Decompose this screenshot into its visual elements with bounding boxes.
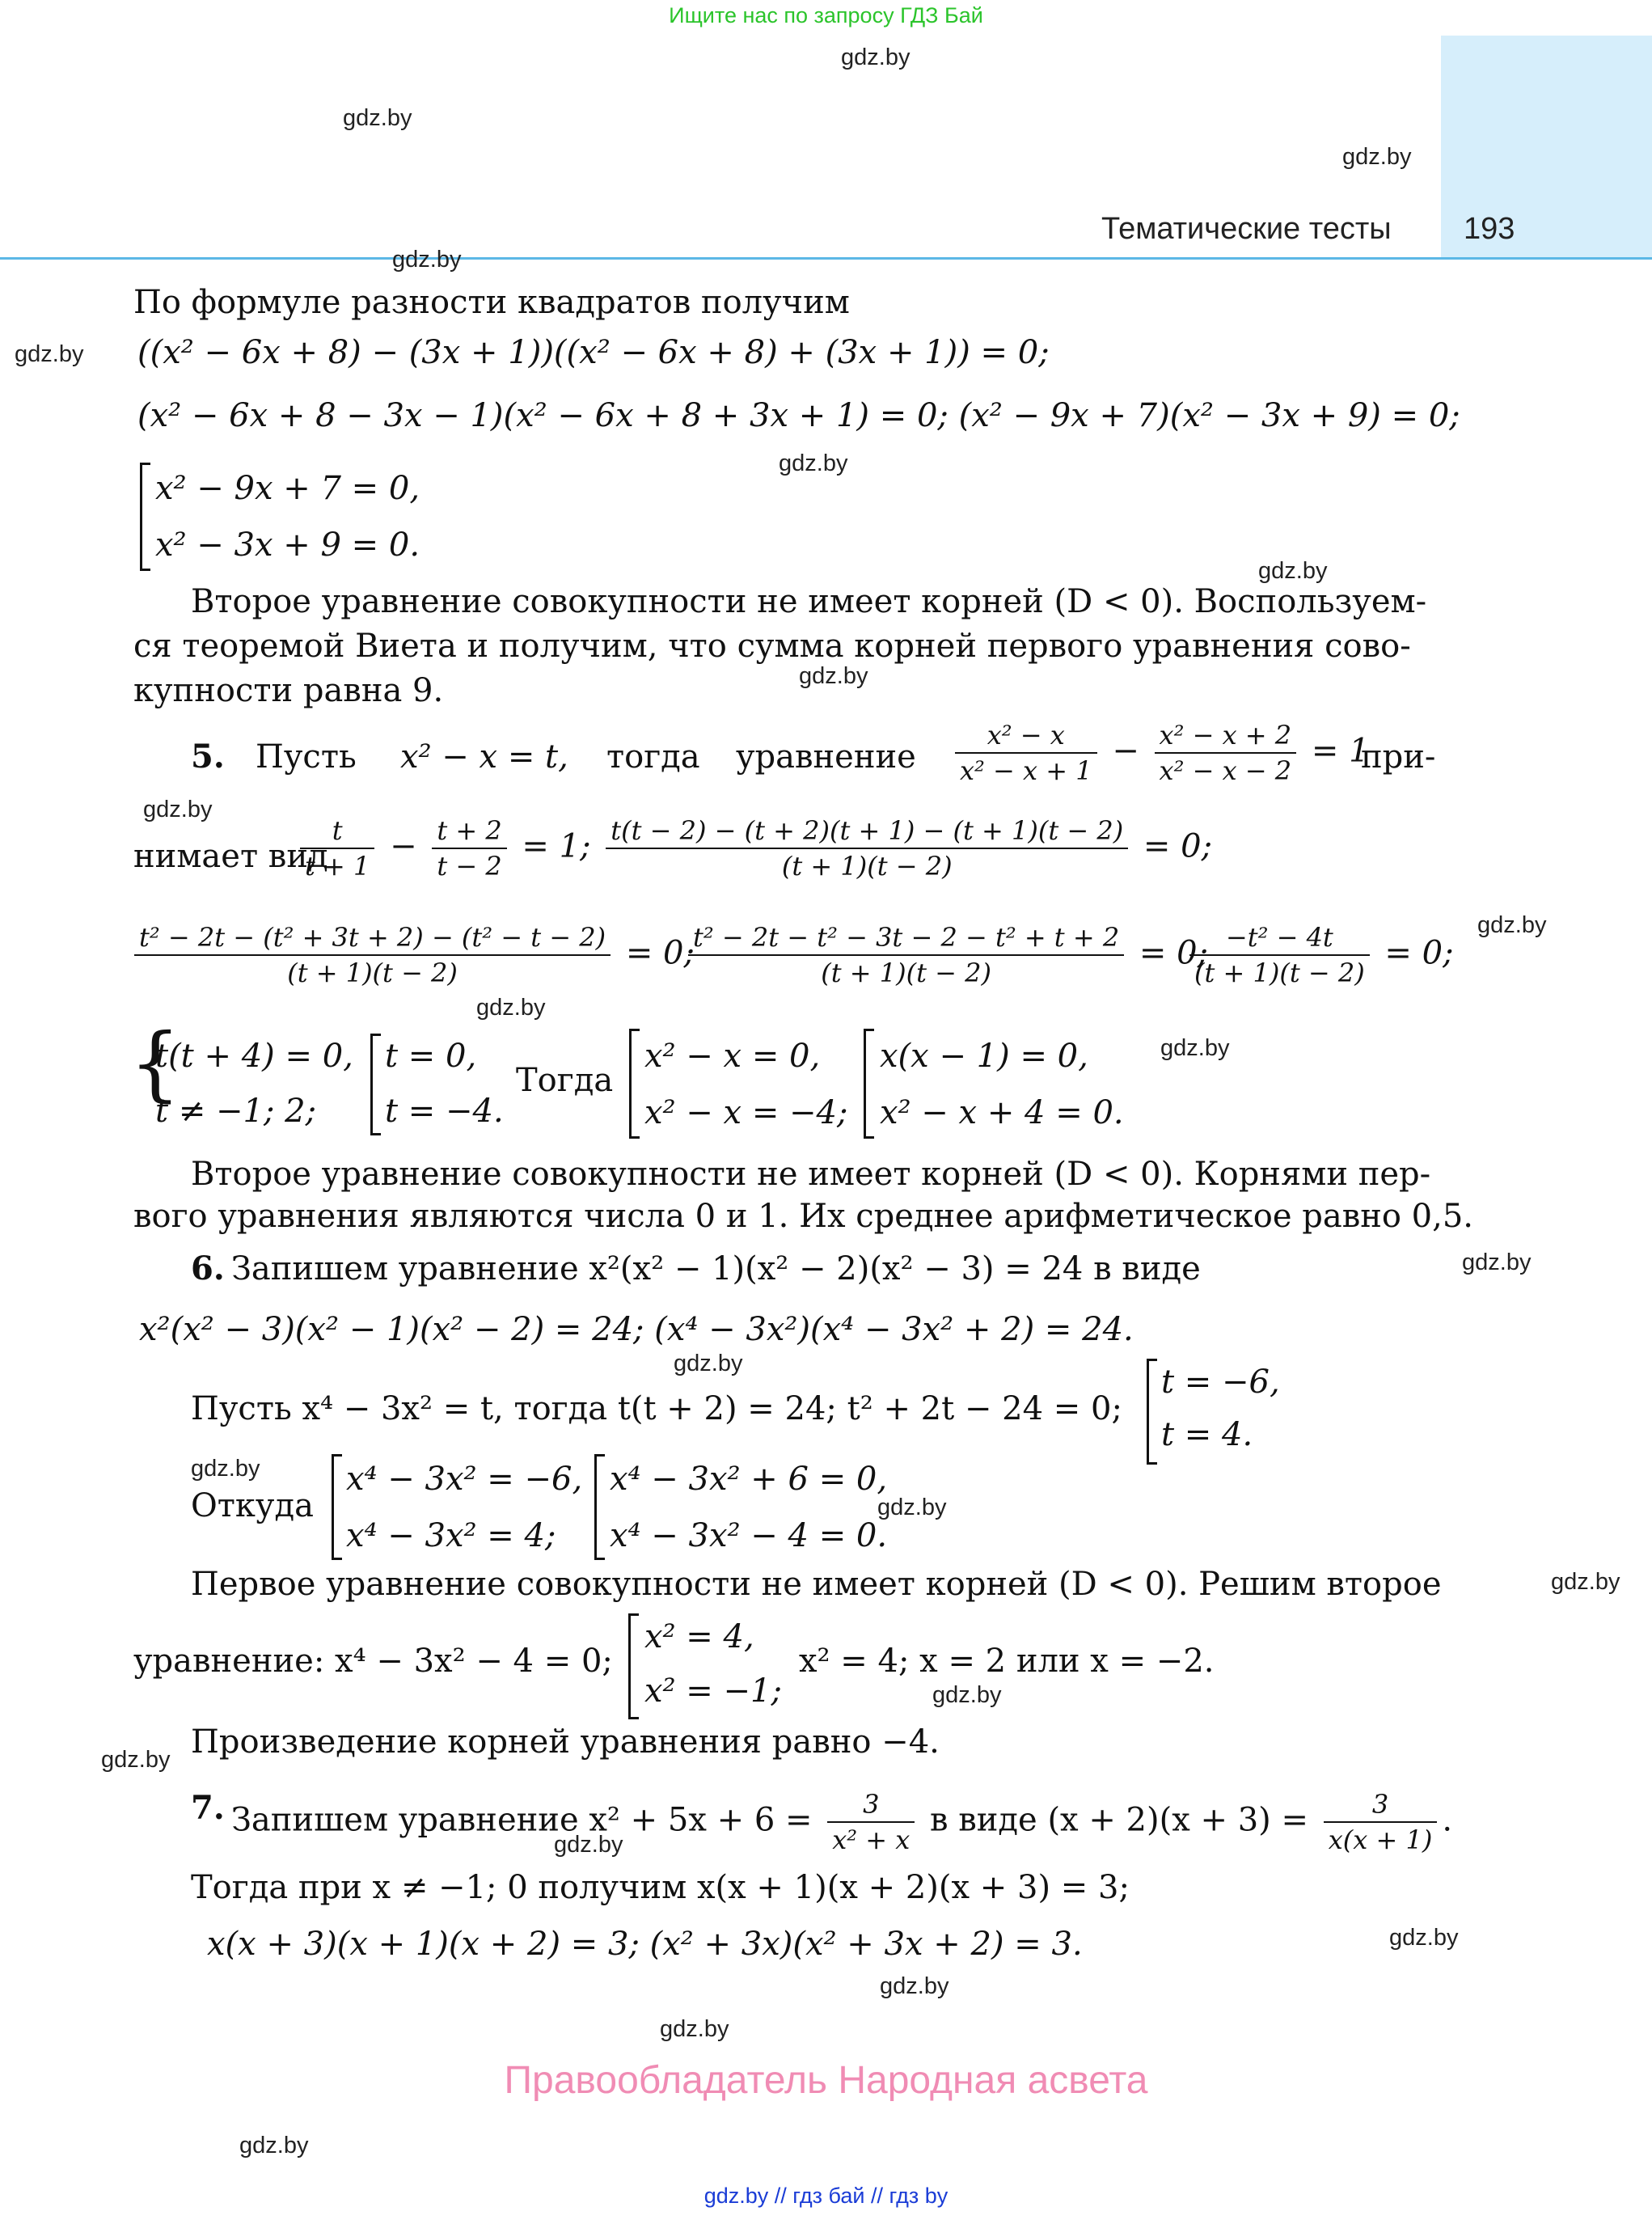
watermark: gdz.by [239, 2133, 309, 2158]
watermark: gdz.by [1462, 1249, 1532, 1275]
watermark: gdz.by [1477, 912, 1547, 938]
equation: ((x² − 6x + 8) − (3x + 1))((x² − 6x + 8) + (3x + 1)) = 0; [137, 334, 1050, 371]
equation: x⁴ − 3x² = −6, [346, 1461, 583, 1498]
fraction-group: $\frac{t}{t + 1}$ − $\frac{t + 2}{t - 2}$ = 1; $\frac{t(t - 2) - (t + 2)(t + 1) - (t + 1)(t - 2)}{(t + 1)(t - 2)}$ = 0; [295, 815, 1212, 882]
equation: x⁴ − 3x² − 4 = 0. [610, 1517, 888, 1554]
equation: t = −4. [385, 1093, 504, 1130]
problem-number: 7. [191, 1789, 225, 1827]
text-line: Запишем уравнение x²(x² − 1)(x² − 2)(x² − 3) = 24 в виде [231, 1250, 1201, 1287]
fraction: $\frac{\text{x² − x}}{\text{x² − x + 1}}$ [955, 720, 1097, 787]
watermark: gdz.by [476, 995, 546, 1021]
system-bracket [332, 1454, 342, 1560]
watermark: gdz.by [660, 2016, 729, 2042]
top-search-note: Ищите нас по запросу ГДЗ Бай [669, 3, 983, 27]
watermark: gdz.by [1551, 1569, 1620, 1595]
watermark: gdz.by [1160, 1035, 1230, 1061]
text: при- [1361, 738, 1436, 776]
text: Пусть [256, 738, 357, 776]
text: тогда [606, 738, 700, 776]
fraction: $\frac{t(t - 2) - (t + 2)(t + 1) - (t + 1)(t - 2)}{(t + 1)(t - 2)}$ [606, 815, 1128, 882]
equation: t = 4. [1161, 1416, 1253, 1453]
watermark: gdz.by [674, 1351, 743, 1376]
text-line: ся теоремой Виета и получим, что сумма корней первого уравнения сово- [133, 628, 1411, 665]
fraction: $\frac{\text{t² − 2t − t² − 3t − 2 − t² + t + 2}}{(t + 1)(t - 2)}$ [688, 922, 1124, 989]
text: нимает вид [133, 838, 328, 875]
text: Откуда [191, 1487, 314, 1524]
footer-links[interactable]: gdz.by // гдз бай // гдз by [703, 2184, 949, 2208]
system-bracket [370, 1034, 381, 1135]
fraction: $\frac{\text{t² − 2t − (t² + 3t + 2) − (t² − t − 2)}}{(t + 1)(t - 2)}$ [134, 922, 611, 989]
page-number: 193 [1464, 212, 1515, 246]
watermark: gdz.by [191, 1456, 260, 1482]
problem-number: 6. [191, 1249, 225, 1287]
fraction-group: Запишем уравнение x² + 5x + 6 = $\frac{3}{\text{x² + x}}$ в виде (x + 2)(x + 3) = $\frac{3}{x(x + 1)}$ . [231, 1789, 1453, 1856]
equation: x(x + 3)(x + 1)(x + 2) = 3; (x² + 3x)(x² + 3x + 2) = 3. [207, 1926, 1083, 1963]
text-line: По формуле разности квадратов получим [133, 284, 850, 321]
fraction-group: $\frac{\text{−t² − 4t}}{(t + 1)(t - 2)}$ = 0; [1185, 922, 1454, 989]
text-line: Произведение корней уравнения равно −4. [191, 1723, 940, 1761]
equation: t = 0, [385, 1038, 477, 1075]
equation: x² = 4, [644, 1618, 754, 1655]
system-bracket [864, 1029, 874, 1139]
fraction: $\frac{t}{t + 1}$ [300, 815, 374, 882]
system-bracket [629, 1029, 640, 1139]
equation: t ≠ −1; 2; [155, 1093, 317, 1130]
fraction: $\frac{3}{\text{x² + x}}$ [827, 1789, 915, 1856]
text-line: Тогда при x ≠ −1; 0 получим x(x + 1)(x + 2)(x + 3) = 3; [191, 1869, 1130, 1906]
equation: x²(x² − 3)(x² − 1)(x² − 2) = 24; (x⁴ − 3x²)(x⁴ − 3x² + 2) = 24. [139, 1311, 1134, 1348]
header-title: Тематические тесты [1101, 212, 1392, 246]
watermark: gdz.by [392, 247, 462, 273]
text-line: Пусть x⁴ − 3x² = t, тогда t(t + 2) = 24; t² + 2t − 24 = 0; [191, 1390, 1122, 1427]
curly-brace: { [129, 1016, 181, 1110]
header-divider [0, 257, 1652, 260]
watermark: gdz.by [1258, 558, 1328, 584]
system-bracket [1147, 1359, 1157, 1465]
fraction-group: $\frac{\text{t² − 2t − (t² + 3t + 2) − (t² − t − 2)}}{(t + 1)(t - 2)}$ = 0; [129, 922, 695, 989]
equation: x(x − 1) = 0, [880, 1038, 1088, 1075]
fraction: $\frac{\text{−t² − 4t}}{(t + 1)(t - 2)}$ [1189, 922, 1370, 989]
watermark: gdz.by [1342, 144, 1412, 170]
equation: x² − x = 0, [644, 1038, 821, 1075]
equation: t = −6, [1161, 1364, 1280, 1401]
text-line: Второе уравнение совокупности не имеет корней (D < 0). Корнями пер- [191, 1156, 1431, 1193]
watermark: gdz.by [1389, 1925, 1459, 1951]
equation: x² = −1; [644, 1672, 782, 1710]
watermark: gdz.by [799, 663, 868, 689]
watermark: gdz.by [101, 1747, 171, 1773]
equation: t(t + 4) = 0, [155, 1038, 353, 1075]
text: уравнение: x⁴ − 3x² − 4 = 0; [133, 1643, 613, 1680]
problem-number: 5. [191, 738, 225, 776]
text-line: купности равна 9. [133, 672, 444, 709]
text: Тогда [516, 1062, 614, 1099]
watermark: gdz.by [554, 1832, 623, 1858]
text-line: Второе уравнение совокупности не имеет корней (D < 0). Воспользуем- [191, 583, 1427, 620]
equation: x⁴ − 3x² + 6 = 0, [610, 1461, 888, 1498]
watermark: gdz.by [877, 1495, 947, 1520]
fraction-group: $\frac{\text{x² − x}}{\text{x² − x + 1}}$ − $\frac{\text{x² − x + 2}}{\text{x² − x − 2}}$ = 1 [950, 720, 1370, 787]
watermark: gdz.by [343, 105, 412, 131]
equation: x⁴ − 3x² = 4; [346, 1517, 556, 1554]
fraction: $\frac{t + 2}{t - 2}$ [432, 815, 506, 882]
equation: (x² − 6x + 8 − 3x − 1)(x² − 6x + 8 + 3x + 1) = 0; (x² − 9x + 7)(x² − 3x + 9) = 0; [137, 397, 1460, 434]
watermark: gdz.by [15, 341, 84, 367]
text: уравнение [736, 738, 916, 776]
equation: x² − 3x + 9 = 0. [155, 526, 420, 564]
equation: x² − x = −4; [644, 1094, 848, 1131]
system-bracket [140, 463, 150, 571]
text-line: Первое уравнение совокупности не имеет корней (D < 0). Решим второе [191, 1566, 1442, 1603]
copyright-holder: Правообладатель Народная асвета [504, 2059, 1148, 2102]
system-bracket [594, 1454, 605, 1560]
system-bracket [628, 1613, 639, 1719]
fraction-group: $\frac{\text{t² − 2t − t² − 3t − 2 − t² + t + 2}}{(t + 1)(t - 2)}$ = 0; [683, 922, 1208, 989]
watermark: gdz.by [880, 1973, 949, 1999]
watermark: gdz.by [841, 44, 911, 70]
text-line: вого уравнения являются числа 0 и 1. Их среднее арифметическое равно 0,5. [133, 1198, 1473, 1235]
watermark: gdz.by [143, 797, 213, 822]
text: x² = 4; x = 2 или x = −2. [799, 1643, 1215, 1680]
equation: x² − x + 4 = 0. [880, 1094, 1124, 1131]
watermark: gdz.by [932, 1682, 1002, 1708]
fraction: $\frac{3}{x(x + 1)}$ [1324, 1789, 1438, 1856]
watermark: gdz.by [779, 450, 848, 476]
fraction: $\frac{\text{x² − x + 2}}{\text{x² − x − 2}}$ [1155, 720, 1297, 787]
equation: x² − x = t, [400, 738, 568, 776]
equation: x² − 9x + 7 = 0, [155, 470, 420, 507]
